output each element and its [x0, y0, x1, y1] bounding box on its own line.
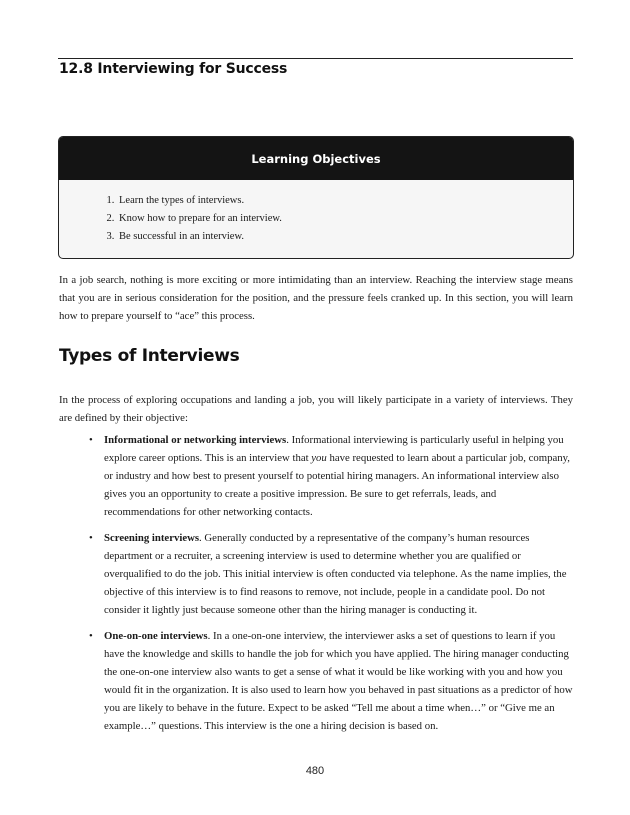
term-one-on-one: One-on-one interviews: [104, 630, 208, 642]
term-informational: Informational or networking interviews: [104, 434, 287, 446]
learning-objectives-list: [59, 180, 573, 246]
types-intro-paragraph: In the process of exploring occupations and landing a job, you will likely participate in a variety of interviews. They are defined by their objective:: [59, 394, 573, 424]
term-screening: Screening interviews: [104, 532, 200, 544]
item-text: . Informational interviewing is particularly useful in helping you explore career options. This is an interview that: [104, 434, 564, 464]
list-item-screening: [88, 529, 573, 619]
list-item-one-on-one: [88, 627, 573, 735]
objective-item: 2. Know how to prepare for an interview.: [117, 210, 573, 228]
top-rule: [58, 58, 573, 59]
interview-types-list: [88, 431, 573, 743]
item-emphasis: you: [311, 452, 327, 464]
learning-objectives-header: Learning Objectives: [59, 137, 573, 180]
bullet-icon: •: [89, 434, 93, 446]
intro-paragraph: In a job search, nothing is more exciting or more intimidating than an interview. Reaching the interview stage means that you are in serious consideration for the position, and the pressure feels cranked up. In this section, you will learn how to prepare yourself to “ace” this process.: [59, 274, 573, 322]
item-text: have requested to learn about a particular job, company, or industry and how best to present yourself to potential hiring managers. An informational interview also gives you an opportunity to create a positive impression. Be sure to get referrals, leads, and recommendations for other networking contacts.: [104, 452, 570, 518]
objective-item: 3. Be successful in an interview.: [117, 228, 573, 246]
page-number: 480: [305, 765, 325, 777]
item-text: . In a one-on-one interview, the interviewer asks a set of questions to learn if you have the knowledge and skills to handle the job for which you have applied. The hiring manager conducting the one-on-one interview also wants to get a sense of what it would be like working with you and how you would fit in the organization. It is also used to learn how you behaved in past situations as a predictor of how you are likely to behave in the future. Expect to be asked “Tell me about a time when…” or “Give me an example…” questions. This interview is the one a hiring decision is based on.: [104, 630, 573, 732]
objective-item: 1. Learn the types of interviews.: [117, 192, 573, 210]
list-item-informational: [88, 431, 573, 521]
bullet-icon: •: [89, 630, 93, 642]
learning-objectives-box: [58, 136, 574, 259]
item-text: . Generally conducted by a representative of the company’s human resources department or a recruiter, a screening interview is used to determine whether you are qualified or overqualified to do the job. This initial interview is often conducted via telephone. As the name implies, the objective of this interview is to find reasons to remove, not include, people in a candidate pool. Do not consider it lightly just because someone other than the hiring manager is conducting it.: [104, 532, 567, 616]
section-title: 12.8 Interviewing for Success: [59, 61, 288, 77]
types-of-interviews-heading: Types of Interviews: [59, 346, 240, 366]
bullet-icon: •: [89, 532, 93, 544]
